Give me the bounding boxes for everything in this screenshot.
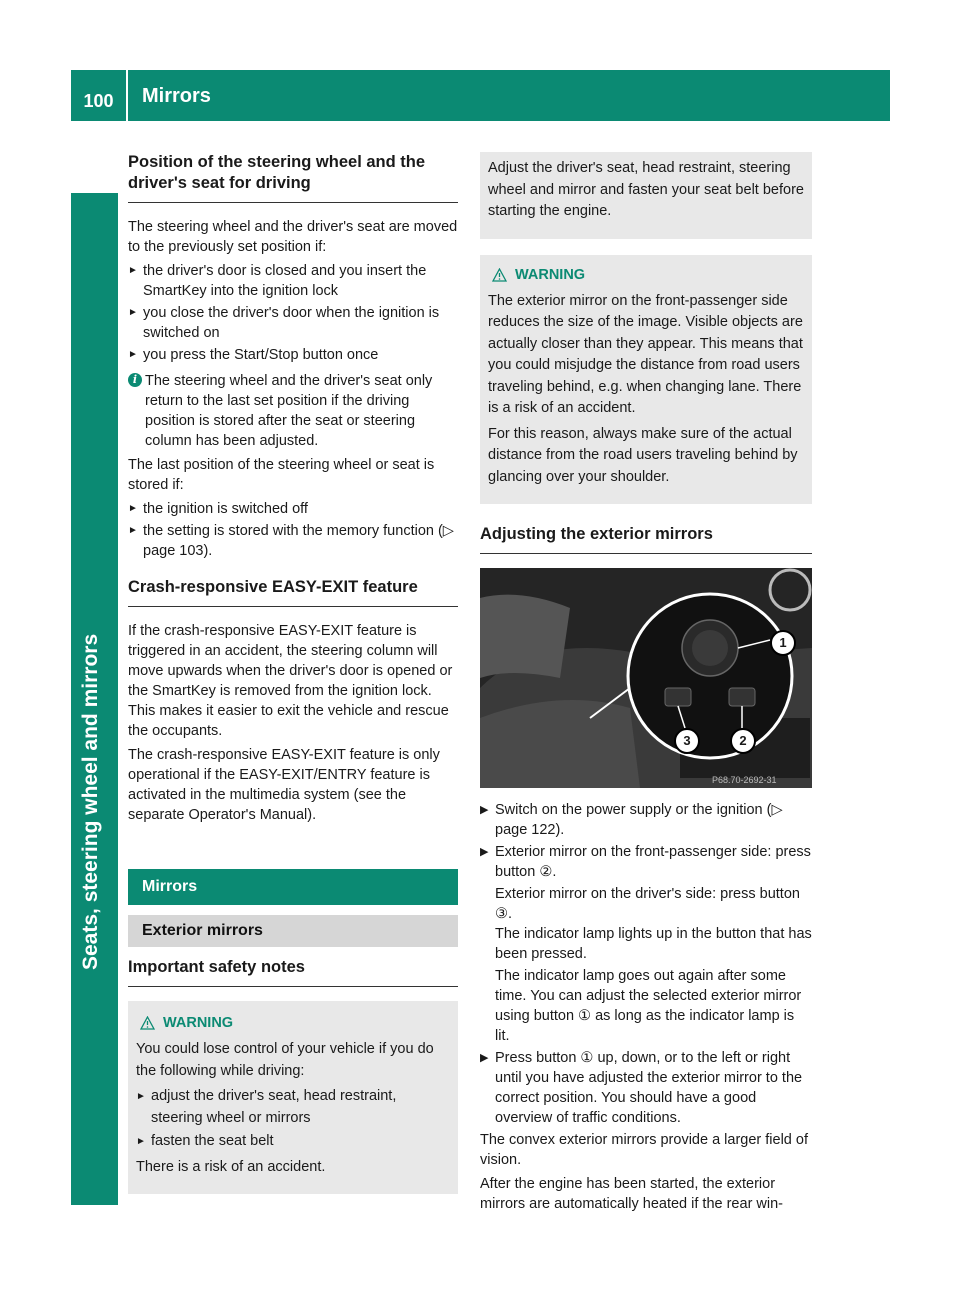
instruction-step: ▶ Exterior mirror on the front-passenger side: press button ②. Exterior mirror on the driver's side: press button ③. The indicator lamp lights up in the button that has been pressed. The indicator lamp goes out again after some time. You can adjust the selected exterior mirror using button ① as long as the indicator lamp is lit.	[480, 844, 812, 1044]
subsection-exterior-mirrors: Exterior mirrors	[128, 915, 458, 947]
page-number: 100	[71, 70, 128, 121]
list-item: ► the setting is stored with the memory function (▷ page 103).	[128, 523, 454, 559]
warning-header: WARNING	[136, 1013, 450, 1033]
list-item: ► adjust the driver's seat, head restraint, steering wheel or mirrors	[136, 1088, 397, 1126]
right-column	[480, 152, 812, 1218]
paragraph: There is a risk of an accident.	[136, 1158, 326, 1175]
paragraph: The crash-responsive EASY-EXIT feature is only operational if the EASY-EXIT/ENTRY feature is activated in the multimedia system (see the separate Operator's Manual).	[128, 747, 440, 823]
paragraph: If the crash-responsive EASY-EXIT feature is triggered in an accident, the steering column will move upwards when the driver's door is opened or the SmartKey is removed from the ignition lock. This makes it easier to exit the vehicle and rescue the occupants.	[128, 623, 453, 739]
bullet-icon: ►	[128, 503, 138, 514]
list-item: ► the driver's door is closed and you insert the SmartKey into the ignition lock	[128, 263, 427, 299]
paragraph: The convex exterior mirrors provide a larger field of vision.	[480, 1132, 808, 1168]
warning-icon	[140, 1016, 155, 1030]
info-icon: i	[128, 373, 142, 387]
step-detail: The indicator lamp lights up in the button that has been pressed.	[495, 926, 812, 962]
step-detail: The indicator lamp goes out again after some time. You can adjust the selected exterior mirror using button ① as long as the indicator lamp is lit.	[495, 968, 802, 1044]
step-detail: Exterior mirror on the driver's side: press button ③.	[495, 886, 800, 922]
bullet-icon: ►	[136, 1136, 146, 1147]
warning-box	[128, 1001, 458, 1194]
heading-crash: Crash-responsive EASY-EXIT feature	[128, 577, 458, 607]
paragraph: The exterior mirror on the front-passenger side reduces the size of the image. Visible objects are actually closer than they appear. This means that you could misjudge the distance from road users traveling behind, e.g. when changing lane. There is a risk of an accident.	[488, 292, 803, 416]
list-item: ► fasten the seat belt	[136, 1131, 450, 1153]
paragraph: For this reason, always make sure of the actual distance from the road users traveling behind by glancing over your shoulder.	[488, 425, 798, 485]
left-column	[128, 152, 458, 1194]
bullet-icon: ►	[128, 349, 138, 360]
step-arrow-icon: ▶	[480, 804, 489, 816]
paragraph: You could lose control of your vehicle if you do the following while driving:	[136, 1041, 434, 1079]
page-header	[71, 70, 890, 121]
figure-code: P68.70-2692-31	[712, 775, 777, 785]
callout-2: 2	[730, 728, 756, 754]
info-note: i The steering wheel and the driver's seat only return to the last set position if the driving position is stored after the seat or steering column has been adjusted.	[128, 371, 458, 451]
callout-1: 1	[770, 630, 796, 656]
list-item: ► you press the Start/Stop button once	[128, 347, 379, 363]
paragraph: Adjust the driver's seat, head restraint, steering wheel and mirror and fasten your seat belt before starting the engine.	[488, 160, 804, 219]
bullet-list	[128, 261, 458, 365]
chapter-title: Mirrors	[142, 84, 211, 107]
instruction-step: ▶ Switch on the power supply or the ignition (▷ page 122).	[480, 802, 783, 838]
step-arrow-icon: ▶	[480, 1052, 489, 1064]
list-item: ► you close the driver's door when the ignition is switched on	[128, 305, 440, 341]
step-arrow-icon: ▶	[480, 846, 489, 858]
bullet-icon: ►	[128, 307, 138, 318]
mirror-controls-figure	[480, 568, 812, 788]
warning-icon	[492, 268, 507, 282]
note-box	[480, 152, 812, 239]
section-mirrors: Mirrors	[128, 869, 458, 905]
warning-box	[480, 255, 812, 505]
warning-header: WARNING	[488, 265, 804, 285]
bullet-list	[136, 1086, 450, 1153]
bullet-icon: ►	[136, 1091, 146, 1102]
paragraph: The last position of the steering wheel or seat is stored if:	[128, 457, 435, 493]
list-item: ► the ignition is switched off	[128, 501, 308, 517]
bullet-icon: ►	[128, 265, 138, 276]
heading-position: Position of the steering wheel and the driver's seat for driving	[128, 152, 458, 203]
heading-safety: Important safety notes	[128, 957, 458, 987]
paragraph: After the engine has been started, the exterior mirrors are automatically heated if the rear win-	[480, 1176, 784, 1212]
heading-adjusting: Adjusting the exterior mirrors	[480, 524, 812, 554]
door-panel-illustration	[480, 568, 812, 788]
side-tab-label	[81, 923, 101, 970]
bullet-icon: ►	[128, 525, 138, 536]
instruction-step: ▶ Press button ① up, down, or to the left or right until you have adjusted the exterior mirror to the correct position. You should have a good overview of traffic conditions.	[480, 1050, 803, 1126]
callout-3: 3	[674, 728, 700, 754]
bullet-list	[128, 499, 458, 561]
paragraph: The steering wheel and the driver's seat are moved to the previously set position if:	[128, 219, 458, 255]
